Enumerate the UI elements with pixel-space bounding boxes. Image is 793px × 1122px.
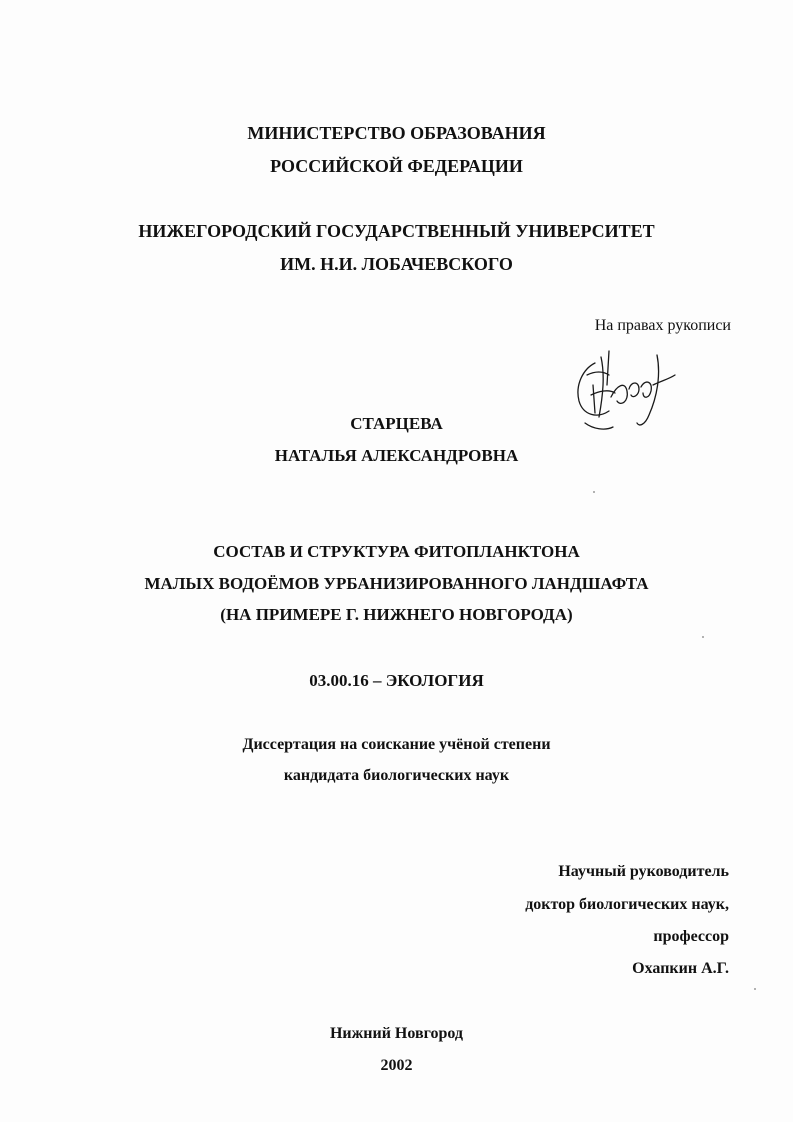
title-line-3: (НА ПРИМЕРЕ Г. НИЖНЕГО НОВГОРОДА)	[220, 605, 573, 624]
degree-line-1: Диссертация на соискание учёной степени	[242, 736, 551, 753]
place: Нижний Новгород	[329, 1025, 463, 1042]
university-line-2: ИМ. Н.И. ЛОБАЧЕВСКОГО	[280, 254, 513, 274]
manuscript-note: На правах рукописи	[594, 317, 731, 334]
scan-speck	[702, 636, 704, 638]
supervisor-label: Научный руководитель	[558, 863, 729, 880]
specialty: 03.00.16 – ЭКОЛОГИЯ	[309, 671, 484, 690]
ministry-line-1: МИНИСТЕРСТВО ОБРАЗОВАНИЯ	[247, 123, 546, 143]
author-name: НАТАЛЬЯ АЛЕКСАНДРОВНА	[274, 446, 519, 465]
university-line-1: НИЖЕГОРОДСКИЙ ГОСУДАРСТВЕННЫЙ УНИВЕРСИТЕТ	[138, 221, 655, 241]
degree-line-2: кандидата биологических наук	[283, 767, 510, 784]
supervisor-degree: доктор биологических наук,	[525, 896, 729, 913]
supervisor-title: профессор	[653, 928, 729, 945]
scan-speck	[754, 988, 756, 990]
title-line-1: СОСТАВ И СТРУКТУРА ФИТОПЛАНКТОНА	[213, 542, 580, 561]
supervisor-name: Охапкин А.Г.	[632, 960, 729, 977]
ministry-line-2: РОССИЙСКОЙ ФЕДЕРАЦИИ	[270, 156, 523, 176]
title-line-2: МАЛЫХ ВОДОЁМОВ УРБАНИЗИРОВАННОГО ЛАНДШАФТА	[144, 574, 649, 593]
year: 2002	[380, 1057, 413, 1074]
author-surname: СТАРЦЕВА	[350, 414, 443, 433]
scan-speck	[593, 491, 595, 493]
